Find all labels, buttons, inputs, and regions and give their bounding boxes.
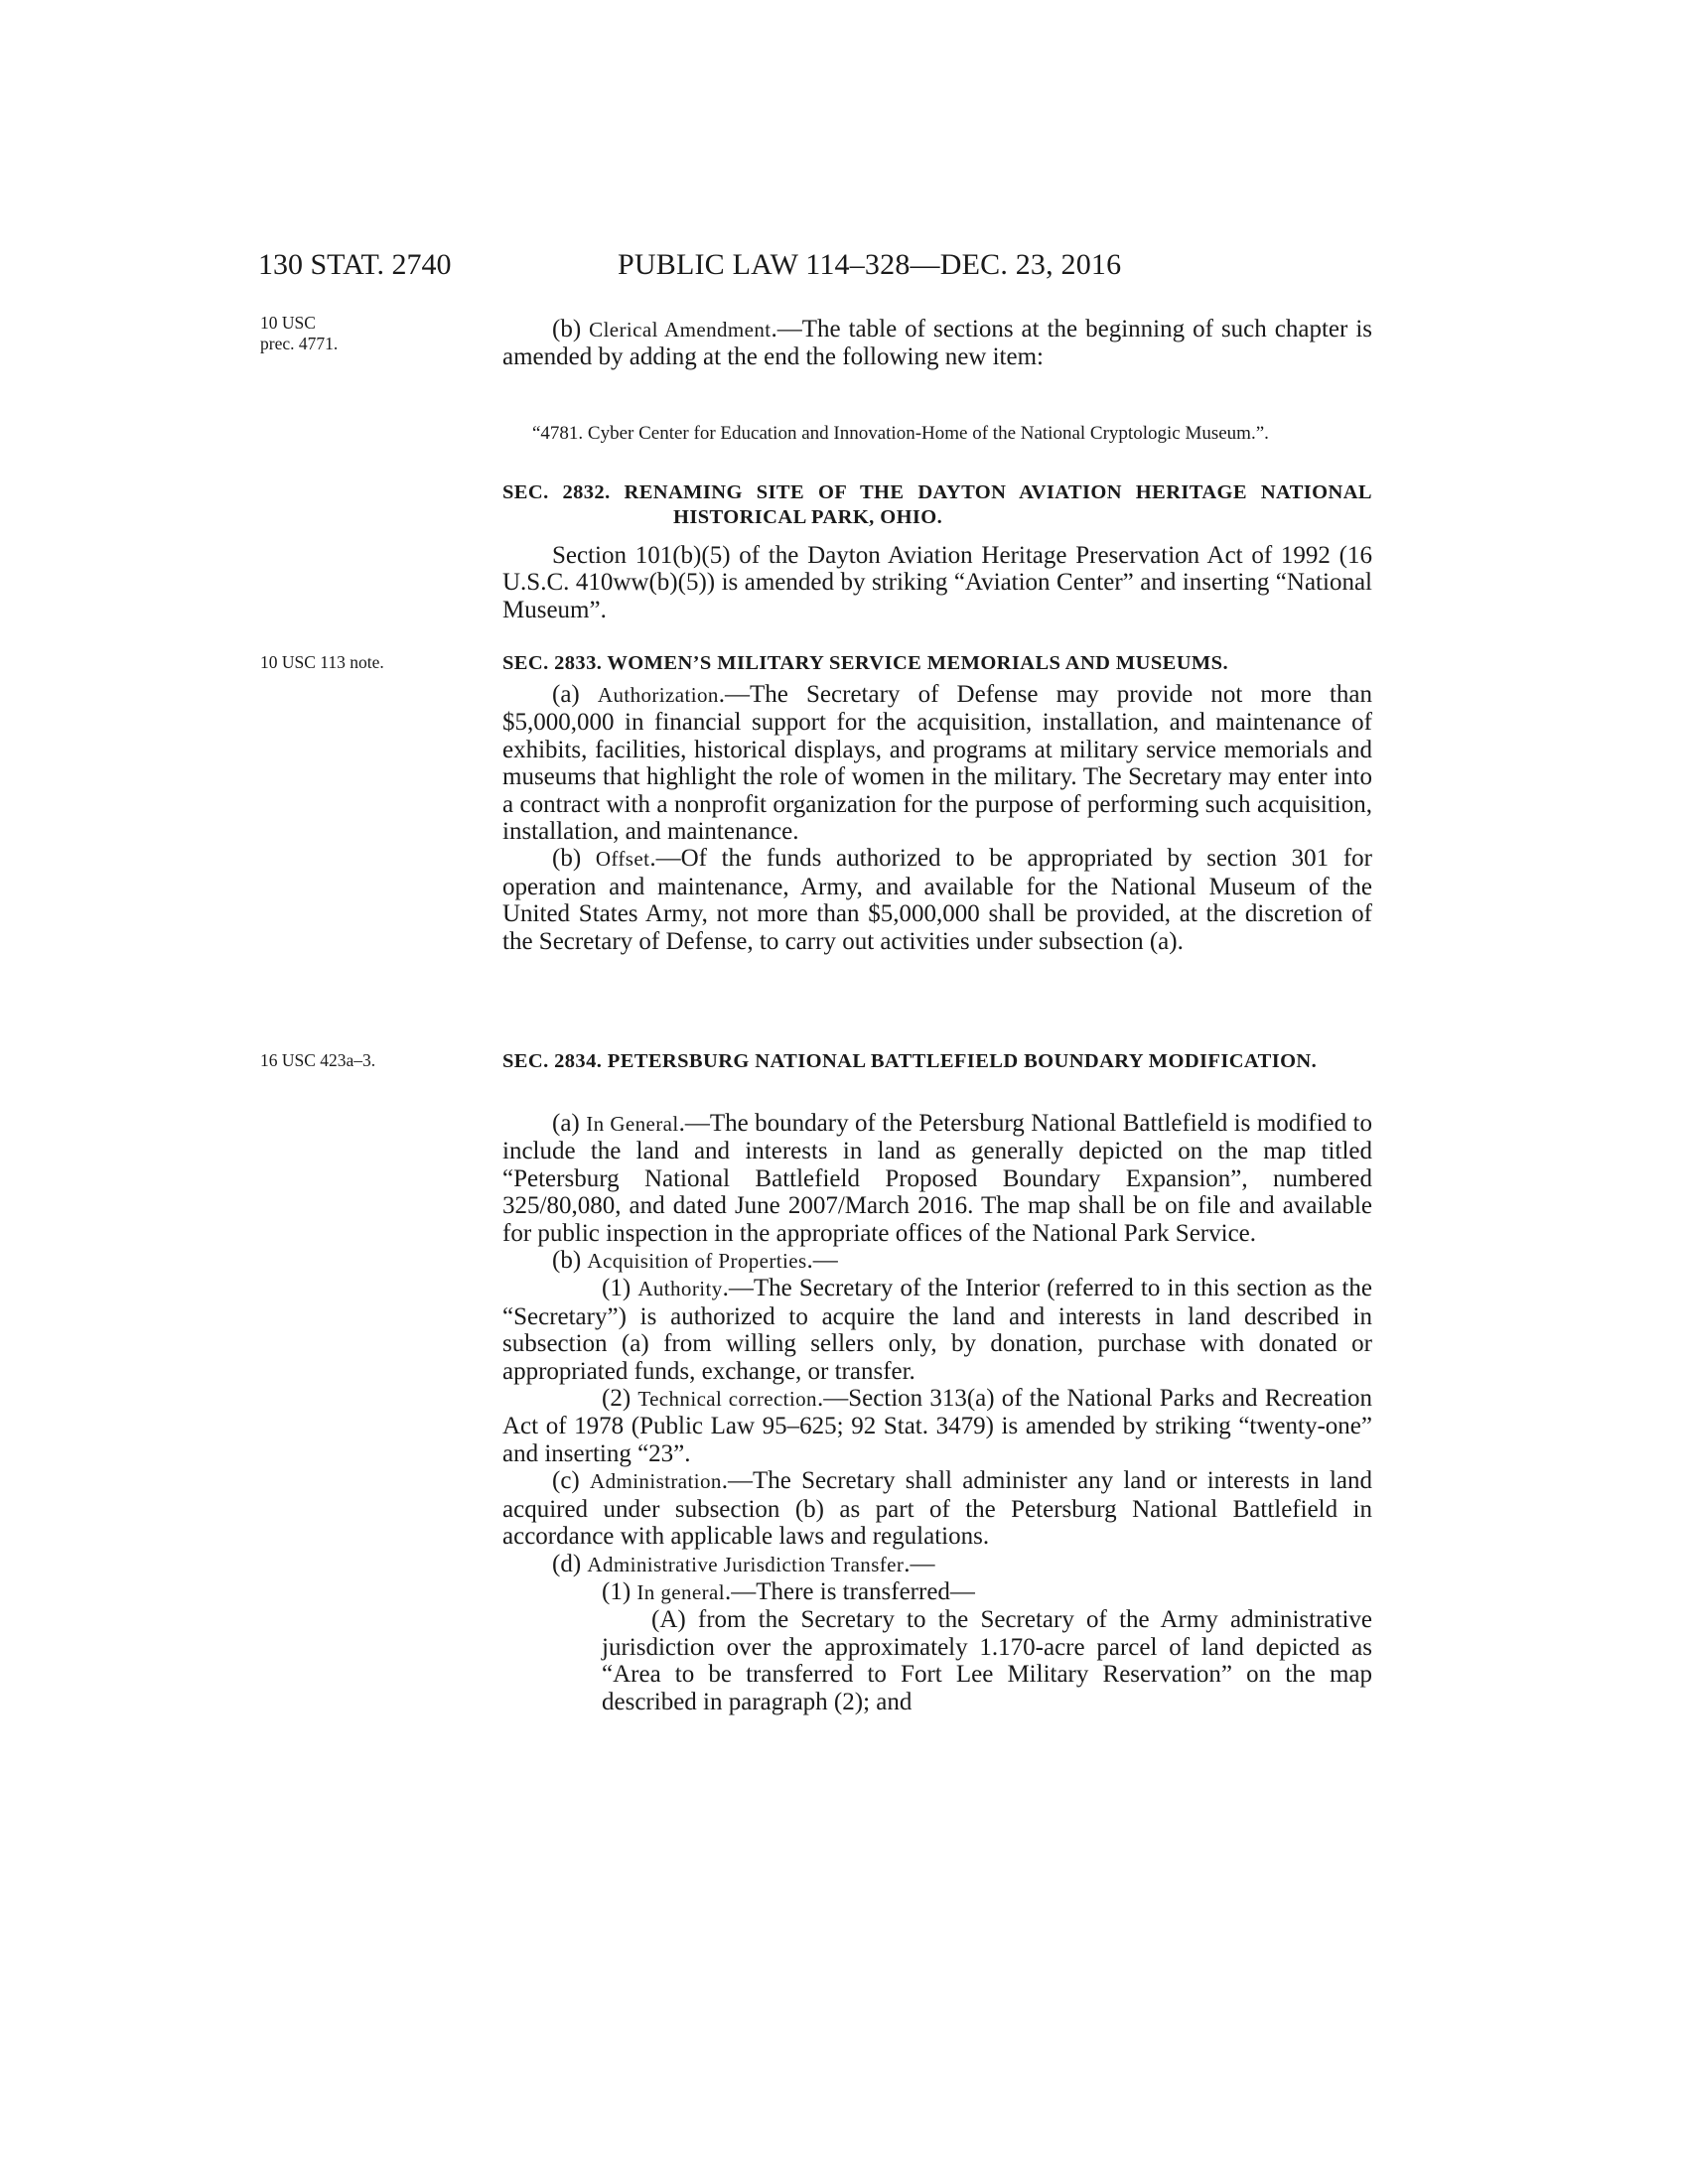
para-label: (1)	[602, 1577, 637, 1605]
para-dash: .—	[904, 1550, 935, 1577]
sec-2834-d1-A: (A) from the Secretary to the Secretary of the Army administrative jurisdiction over the approximately 1.170-acre parcel of land depicted as “Area to be transferred to Fort Lee Military Reservation” on the map described in paragraph (2); and	[602, 1606, 1372, 1715]
para-label: (a)	[552, 681, 598, 708]
para-heading: Offset	[595, 847, 650, 872]
para-label: (2)	[602, 1385, 638, 1413]
margin-note-sec-2834: 16 USC 423a–3.	[260, 1050, 376, 1070]
para-heading: Administration	[590, 1469, 722, 1494]
para-label: (a)	[552, 1110, 587, 1137]
sec-2834	[502, 1049, 1372, 1074]
sec-2833-b	[502, 845, 1372, 955]
para-heading: Authorization	[597, 683, 719, 707]
margin-note-sec-2833: 10 USC 113 note.	[260, 652, 384, 672]
sec-2832	[502, 480, 1372, 530]
para-heading: Administrative Jurisdiction Transfer	[587, 1552, 905, 1576]
clerical-amendment-block	[502, 316, 1372, 371]
para-text: .—The Secretary shall administer any land or interests in land acquired under subsection (b) as part of the Petersburg National Battlefield in accordance with applicable laws and regulations.	[502, 1467, 1373, 1551]
sec-2832-body	[502, 542, 1372, 623]
para-label: (1)	[602, 1275, 638, 1302]
sec-2833-a	[502, 681, 1372, 845]
sec-2834-body	[502, 1110, 1372, 1715]
clerical-amendment-paragraph	[502, 316, 1372, 371]
para-text: .—The table of sections at the beginning of such chapter is amended by adding at the end the following new item:	[502, 316, 1372, 371]
para-heading: In General	[586, 1112, 679, 1136]
para-dash: .—	[806, 1247, 838, 1275]
para-label: (b)	[552, 1247, 588, 1275]
para-heading: In general	[636, 1579, 725, 1604]
sec-2834-a	[502, 1110, 1372, 1247]
page-header	[258, 248, 1370, 288]
public-law-title: PUBLIC LAW 114–328—DEC. 23, 2016	[618, 248, 1122, 281]
sec-2832-paragraph: Section 101(b)(5) of the Dayton Aviation Heritage Preservation Act of 1992 (16 U.S.C. 410ww(b)(5)) is amended by striking “Aviation Center” and inserting “National Museum”.	[502, 542, 1372, 623]
para-label: (c)	[552, 1467, 590, 1495]
para-text: .—The boundary of the Petersburg National Battlefield is modified to include the land and interests in land as generally depicted on the map titled “Petersburg National Battlefield Proposed Boundary Expansion”, numbered 325/80,080, and dated June 2007/March 2016. The map shall be on file and available for public inspection in the appropriate offices of the National Park Service.	[502, 1110, 1373, 1247]
table-item-block	[502, 423, 1372, 445]
sec-2834-d1	[502, 1578, 1372, 1606]
para-heading: Clerical Amendment	[589, 318, 772, 341]
para-text: .—The Secretary of the Interior (referred to in this section as the “Secretary”) is authorized to acquire the land and interests in land described in subsection (a) from willing sellers only, by donation, purchase with donated or appropriated funds, exchange, or transfer.	[502, 1275, 1372, 1385]
section-heading: SEC. 2833. WOMEN’S MILITARY SERVICE MEMORIALS AND MUSEUMS.	[502, 652, 1228, 674]
table-of-sections-item: “4781. Cyber Center for Education and Innovation-Home of the National Cryptologic Museum.”.	[532, 423, 1269, 444]
para-text: .—The Secretary of Defense may provide not more than $5,000,000 in financial support for the acquisition, installation, and maintenance of exhibits, facilities, historical displays, and programs at military service memorials and museums that highlight the role of women in the military. The Secretary may enter into a contract with a nonprofit organization for the purpose of performing such acquisition, installation, and maintenance.	[502, 681, 1372, 846]
sec-2834-b2	[502, 1385, 1372, 1467]
para-heading: Acquisition of Properties	[587, 1249, 807, 1274]
sec-2834-b	[502, 1247, 1372, 1275]
sec-2834-b1	[502, 1275, 1372, 1385]
para-label: (b)	[552, 845, 596, 873]
section-heading: SEC. 2832. RENAMING SITE OF THE DAYTON AVIATION HERITAGE NATIONAL HISTORICAL PARK, OHIO.	[502, 481, 1372, 528]
margin-note-line: 10 USC	[260, 313, 316, 333]
para-text: .—Section 313(a) of the National Parks and Recreation Act of 1978 (Public Law 95–625; 92 Stat. 3479) is amended by striking “twenty-one” and inserting “23”.	[502, 1385, 1372, 1467]
para-heading: Technical correction	[637, 1387, 817, 1412]
para-label: (d)	[552, 1550, 588, 1577]
sec-2833	[502, 651, 1372, 676]
section-heading: SEC. 2834. PETERSBURG NATIONAL BATTLEFIELD BOUNDARY MODIFICATION.	[502, 1050, 1318, 1072]
stat-page-number: 130 STAT. 2740	[258, 248, 452, 281]
margin-note-line: prec. 4771.	[260, 334, 339, 353]
para-text: .—There is transferred—	[724, 1577, 975, 1605]
margin-note-usc-prec	[260, 313, 459, 354]
para-label: (b)	[552, 316, 590, 342]
sec-2834-c	[502, 1467, 1372, 1550]
para-text: .—Of the funds authorized to be appropriated by section 301 for operation and maintenance, Army, and available for the National Museum of the United States Army, not more than $5,000,000 shall be provided, at the discretion of the Secretary of Defense, to carry out activities under subsection (a).	[502, 845, 1372, 955]
sec-2833-body	[502, 681, 1372, 955]
para-heading: Authority	[637, 1277, 723, 1301]
sec-2834-d	[502, 1551, 1372, 1578]
